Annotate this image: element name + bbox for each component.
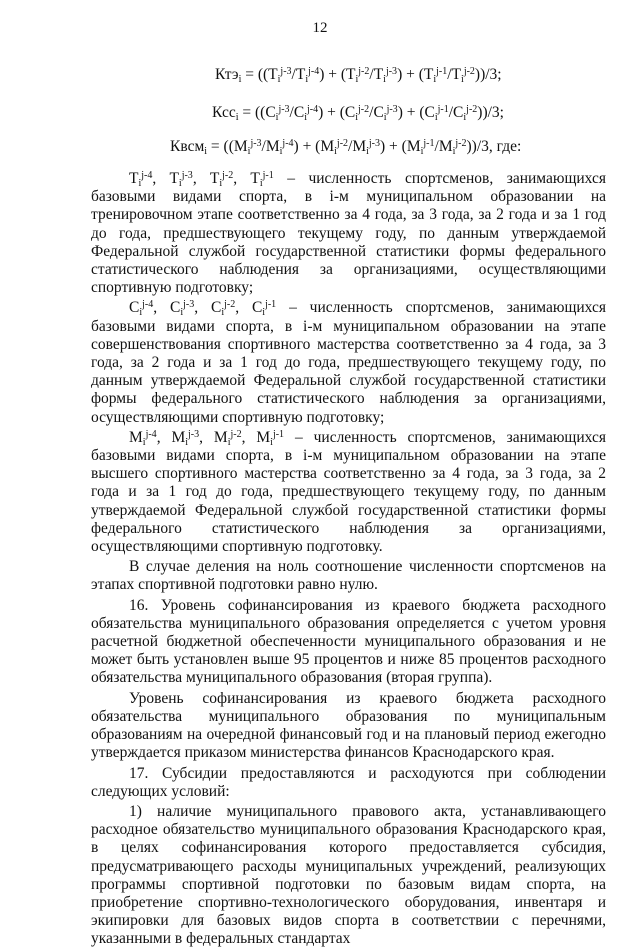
paragraph-t-definition: $T_i^{j-4}$, $T_i^{j-3}$, $T_i^{j-2}$, $T_i^{j-1}$ – численность спортсменов, занимающихся базовыми видами спорта, в i-м муниципальном образовании на тренировочном этапе соответственно за 4 года, за 3 года, за 2 года и за 1 год до года, предшествующего текущему году, по данным утверждаемой Федеральной службой государственной статистики формы федерального статистического наблюдения за организациями, осуществляющими спортивную подготовку; [91,170,606,297]
formula-where: , где: [488,138,522,155]
formula-kvsm: Квсм$_i$ = $((M_i^{j-3}/M_i^{j-4}) + (M_i^{j-2}/M_i^{j-3}) + (M_i^{j-1}/M_i^{j-2}))/3$, где: [170,138,522,157]
formula-kss-label: Ксс [212,104,236,121]
paragraph-c-definition: $C_i^{j-4}$, $C_i^{j-3}$, $C_i^{j-2}$, $C_i^{j-1}$ – численность спортсменов, занимающихся базовыми видами спорта, в i-м муниципальном образовании на этапе совершенствования спортивного мастерства соответственно за 4 года, за 3 года, за 2 года и за 1 год до года, предшествующего текущему году, по данным утверждаемой Федеральной службой государственной статистики формы федерального статистического наблюдения за организациями, осуществляющими спортивную подготовку; [91,299,606,426]
body-text [91,170,606,951]
formula-kte: $Ктэ_i = ((T_i^{j-3}/T_i^{j-4}) + (T_i^{j-2}/T_i^{j-3}) + (T_i^{j-1}/T_i^{j-2}))/3$; [215,66,502,85]
formula-kss: $Ксс_i = ((C_i^{j-3}/C_i^{j-4}) + (C_i^{j-2}/C_i^{j-3}) + (C_i^{j-1}/C_i^{j-2}))/3$; [212,104,504,123]
paragraph-17: 17. Субсидии предоставляются и расходуются при соблюдении следующих условий: [91,764,606,800]
paragraph-16: 16. Уровень софинансирования из краевого бюджета расходного обязательства муниципального образования определяется с учетом уровня расчетной бюджетной обеспеченности муниципального образования и не может быть установлен выше 95 процентов и ниже 85 процентов расходного обязательства муниципального образования (вторая группа). [91,596,606,687]
paragraph-level: Уровень софинансирования из краевого бюджета расходного обязательства муниципального образования по муниципальным образованиям на очередной финансовый год и на плановый период ежегодно утверждается приказом министерства финансов Краснодарского края. [91,689,606,762]
formula-kte-label: Ктэ [215,66,239,83]
page-number: 12 [312,20,328,36]
paragraph-17-1: 1) наличие муниципального правового акта, устанавливающего расходное обязательство муниципального образования Краснодарского края, в целях софинансирования которого предоставляется субсидия, предусматривающего расходы муниципальных учреждений, реализующих программы спортивной подготовки по базовым видам спорта, на приобретение спортивно-технологического оборудования, инвентаря и экипировки для базовых видов спорта в соответствии с перечнями, указанными в федеральных стандартах [91,802,606,948]
formula-kvsm-label: Квсм [170,138,205,155]
paragraph-m-definition: $M_i^{j-4}$, $M_i^{j-3}$, $M_i^{j-2}$, $M_i^{j-1}$ – численность спортсменов, занимающихся базовыми видами спорта, в i-м муниципальном образовании на этапе высшего спортивного мастерства соответственно за 4 года, за 3 года, за 2 года и за 1 год до года, предшествующего текущему году, по данным утверждаемой Федеральной службой государственной статистики формы федерального статистического наблюдения за организациями, осуществляющими спортивную подготовку. [91,428,606,556]
paragraph-zero-division: В случае деления на ноль соотношение численности спортсменов на этапах спортивной подготовки равно нулю. [91,558,606,594]
